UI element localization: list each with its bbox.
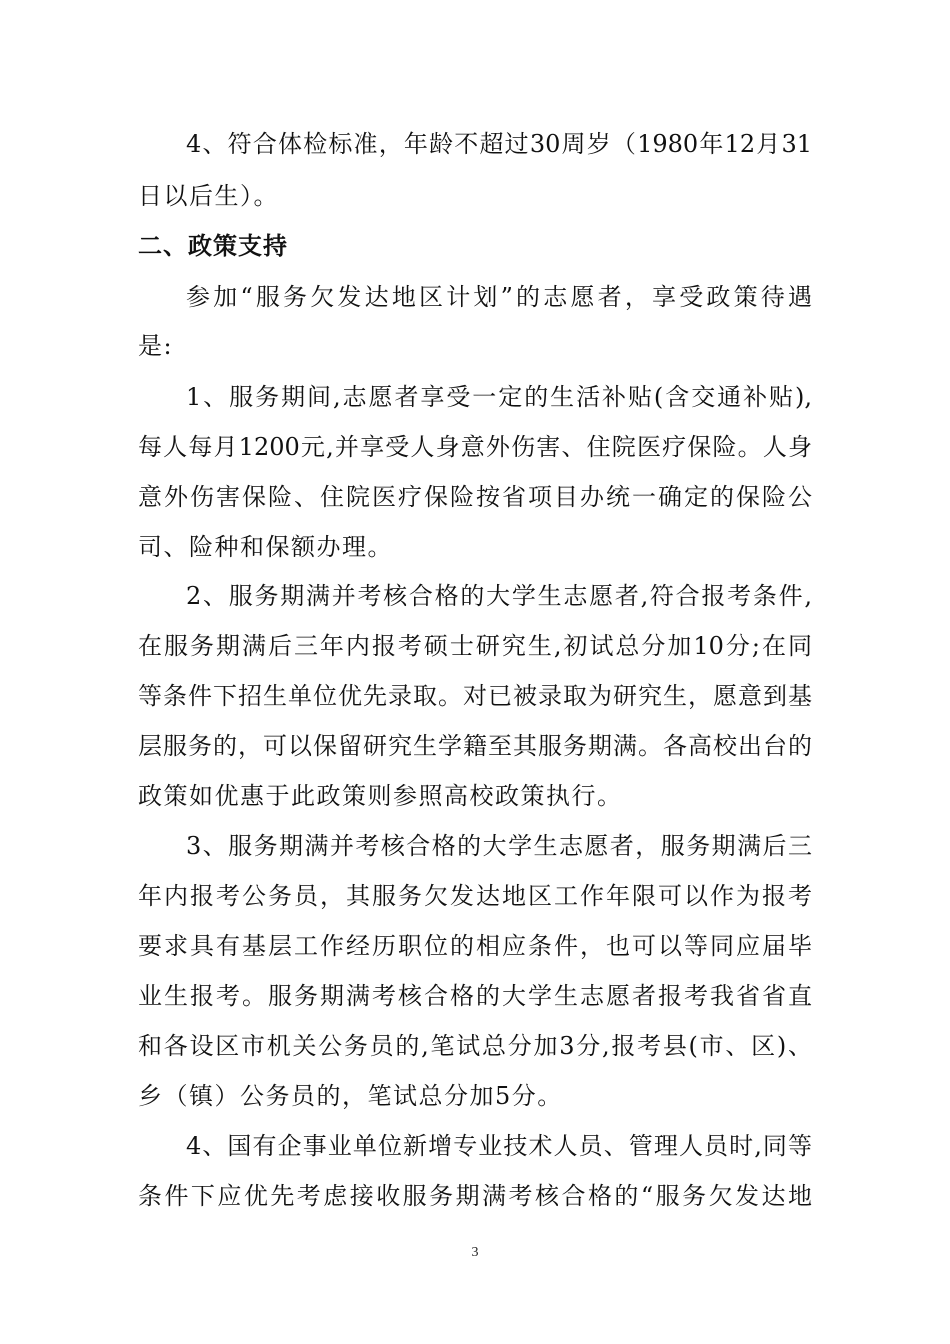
text-line: 业生报考。服务期满考核合格的大学生志愿者报考我省省直 bbox=[138, 982, 812, 1010]
text-line: 2、服务期满并考核合格的大学生志愿者,符合报考条件, bbox=[186, 582, 812, 610]
text-line: 每人每月1200元,并享受人身意外伤害、住院医疗保险。人身 bbox=[138, 433, 812, 461]
text-line: 参加“服务欠发达地区计划”的志愿者，享受政策待遇 bbox=[186, 283, 812, 311]
page-number: 3 bbox=[471, 1245, 479, 1260]
text-line: 3、服务期满并考核合格的大学生志愿者，服务期满后三 bbox=[186, 832, 812, 860]
text-line: 政策如优惠于此政策则参照高校政策执行。 bbox=[138, 782, 623, 810]
section-heading: 二、政策支持 bbox=[138, 232, 288, 260]
text-line: 条件下应优先考虑接收服务期满考核合格的“服务欠发达地 bbox=[138, 1182, 812, 1210]
text-line: 4、国有企事业单位新增专业技术人员、管理人员时,同等 bbox=[186, 1132, 812, 1160]
text-line: 司、险种和保额办理。 bbox=[138, 533, 393, 561]
text-line: 4、符合体检标准，年龄不超过30周岁（1980年12月31 bbox=[186, 130, 812, 158]
text-line: 1、服务期间,志愿者享受一定的生活补贴(含交通补贴), bbox=[186, 383, 812, 411]
text-line: 年内报考公务员，其服务欠发达地区工作年限可以作为报考 bbox=[138, 882, 812, 910]
text-line: 和各设区市机关公务员的,笔试总分加3分,报考县(市、区)、 bbox=[138, 1032, 812, 1060]
text-line: 在服务期满后三年内报考硕士研究生,初试总分加10分;在同 bbox=[138, 632, 812, 660]
text-line: 要求具有基层工作经历职位的相应条件，也可以等同应届毕 bbox=[138, 932, 812, 960]
text-line: 是: bbox=[138, 332, 174, 360]
text-line: 日以后生）。 bbox=[138, 182, 279, 210]
text-line: 等条件下招生单位优先录取。对已被录取为研究生，愿意到基 bbox=[138, 682, 812, 710]
text-line: 意外伤害保险、住院医疗保险按省项目办统一确定的保险公 bbox=[138, 483, 812, 511]
text-line: 乡（镇）公务员的，笔试总分加5分。 bbox=[138, 1082, 563, 1110]
text-line: 层服务的，可以保留研究生学籍至其服务期满。各高校出台的 bbox=[138, 732, 812, 760]
